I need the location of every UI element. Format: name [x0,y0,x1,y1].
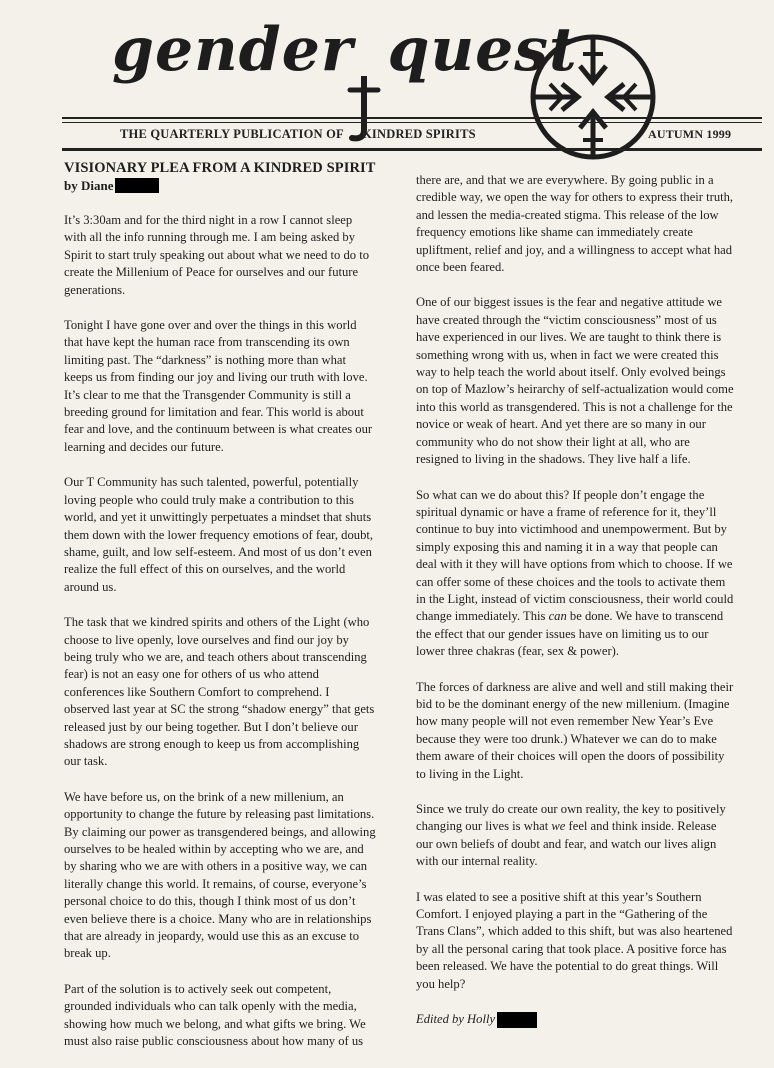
article-byline [64,177,376,194]
masthead [0,0,774,150]
paragraph: We have before us, on the brink of a new millenium, an opportunity to change the future by releasing past limitations. By claiming our power as transgendered beings, and allowing ourselves to be healed within by accepting who we are, and by sharing who we are with others in a positive way, we can literally change this world. It remains, of course, everyone’s personal choice to do this, though I think most of us don’t even believe there is a choice. Many who are in relationships that are already in jeopardy, would use this as an excuse to break up. [64,789,376,961]
paragraph: there are, and that we are everywhere. By going public in a credible way, we open the way for others to express their truth, and lessen the media-created stigma. This release of the low frequency emotions like shame can immediately create upliftment, relief and joy, and a willingness to accept what had once been feared. [416,173,734,275]
redaction-bar [115,178,159,193]
paragraph: Our T Community has such talented, powerful, potentially loving people who could truly make a contribution to this world, and yet it unwittingly perpetuates a mindset that shuts them down with the lower frequency emotions of fear, doubt, shame, guilt, and low self-esteem. And most of us don’t even realize the full effect of this on ourselves, and the world around us. [64,475,374,594]
editor-text: Edited by Holly [416,1012,496,1027]
tagline-publication: THE QUARTERLY PUBLICATION OF [120,127,344,141]
paragraph: The forces of darkness are alive and well and still making their bid to be the dominant energy of the new millenium. (Imagine how many people will not even remember New Year’s Eve because they were too drunk.) Whatever we can do to make them aware of their choices will open the doors of possibility to living in the Light. [416,679,734,781]
article-column-left [64,160,376,1068]
paragraph [416,487,734,661]
paragraph: It’s 3:30am and for the third night in a row I cannot sleep with all the info running through me. I am being asked by Spirit to start truly speaking out about what we need to do to create the Millenium of Peace for ourselves and our future generations. [64,213,369,297]
title-word-quest: quest [387,15,578,85]
emphasis-text: we [551,819,566,834]
masthead-rule-top [62,117,762,119]
masthead-rule-bottom [62,148,762,151]
text-run: be done. We have to transcend the effect that our gender issues have on limiting us to our lower three chakras (fear, sex & power). [416,609,724,659]
text-run: Since we truly do create our own reality, the key to positively changing our lives is what [416,802,726,834]
paragraph: The task that we kindred spirits and others of the Light (who choose to live openly, love ourselves and find our joy by being truly who we are, and teach others about transcending fear) is not an easy one for others of us who attend conferences like Southern Comfort to comprehend. I observed last year at SC the strong “shadow energy” that gets released just by our being together. But I don’t believe our shadows are strong enough to keep us from accomplishing our task. [64,615,375,769]
emphasis-text: can [548,609,567,624]
paragraph [416,801,734,871]
seal-arrows-icon [528,32,658,162]
text-run: So what can we do about this? If people don’t engage the spiritual dynamic or have a frame of reference for it, they’ll continue to buy into victimhood and unempowerment. But by simply exposing this and naming it in a way that people can deal with it they will have options from which to choose. If we can offer some of these choices and the tools to activate them in the Light, instead of victim consciousness, their world could change immediately. This [416,487,734,624]
masthead-title [112,15,578,85]
paragraph: One of our biggest issues is the fear and negative attitude we have created through the “victim consciousness” most of us have experienced in our lives. We are taught to think there is something wrong with us, when in fact we were created this way to help teach the world about itself. Only evolved beings on top of Mazlow’s heirarchy of self-actualization would come into this world as transgendered. This is not a challenge for the novice or weak of heart. And yet there are so many in our community who do not show their light at all, who are resigned to living in the shadows. They live half a life. [416,295,734,467]
title-word-gender: gender [112,15,354,85]
paragraph: I was elated to see a positive shift at this year’s Southern Comfort. I enjoyed playing a part in the “Gathering of the Trans Clans”, which added to this shift, but was also heartened by all the personal caring that took place. A positive force has been released. We have the potential to do great things. Will you help? [416,889,733,991]
article-column-right [416,172,734,1028]
text-run: feel and think inside. Release our own beliefs of doubt and fear, and watch our lives align with our internal reality. [416,819,717,869]
editor-credit [416,1011,734,1028]
paragraph: Tonight I have gone over and over the things in this world that have kept the human race from transcending its own limiting past. The “darkness” is nothing more than what keeps us from finding our joy and living our truth with love. It’s clear to me that the Transgender Community is still a breeding ground for limitation and fear. This world is about fear and love, and the continuum between is what creates our learning and decides our future. [64,318,373,454]
tagline-kindred-spirits: KINDRED SPIRITS [362,127,476,141]
paragraph: Part of the solution is to actively seek out competent, grounded individuals who can talk openly with the media, showing how much we belong, and what gifts we bring. We must also raise public consciousness about how many of us [64,981,366,1049]
issue-season: AUTUMN 1999 [648,127,732,141]
byline-text: by Diane [64,178,114,193]
article-headline: VISIONARY PLEA FROM A KINDRED SPIRIT [64,160,376,176]
masthead-rule-thin [62,122,762,123]
redaction-bar [497,1012,537,1028]
